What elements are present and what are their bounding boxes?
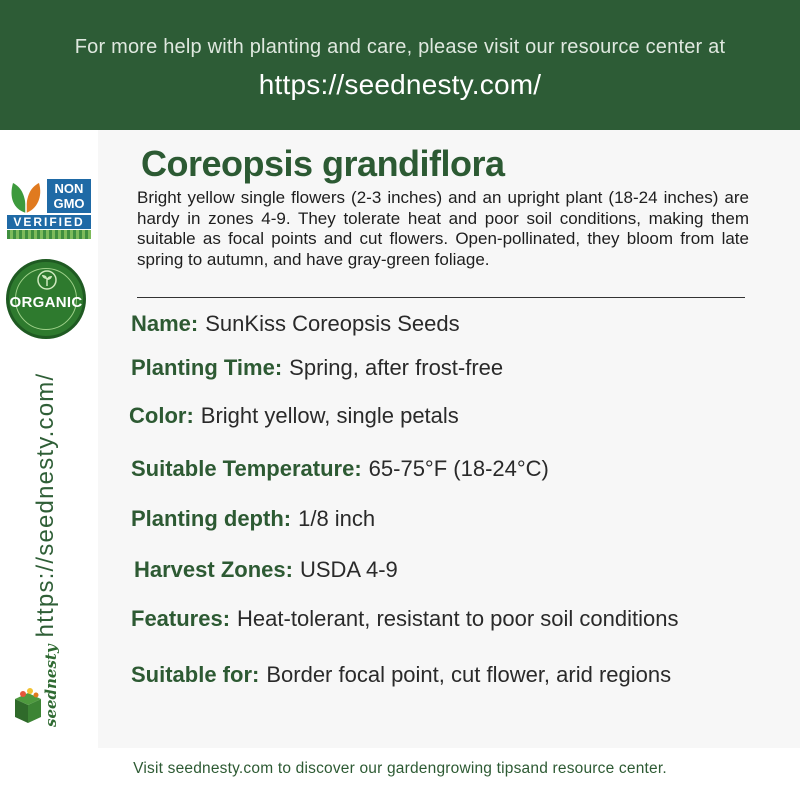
- banner-url-link[interactable]: https://seednesty.com/: [258, 69, 542, 100]
- temperature-value: 65-75°F (18-24°C): [368, 456, 549, 481]
- seednesty-logo: [10, 644, 80, 745]
- product-description: Bright yellow single flowers (2-3 inches) and an upright plant (18-24 inches) are hardy in zones 4-9. They tolerate heat and poor soil conditions, making them suitable as focal points and cut flowers. Open-pollinated, they bloom from late spring to autumn, and have gray-green foliage.: [137, 188, 749, 269]
- suitable-for-value: Border focal point, cut flower, arid regions: [266, 662, 672, 687]
- planting-depth-label: Planting depth:: [131, 506, 292, 531]
- harvest-zones-value: USDA 4-9: [299, 557, 398, 582]
- detail-row-temperature: [131, 456, 549, 482]
- features-label: Features:: [131, 606, 231, 631]
- organic-label: ORGANIC: [9, 294, 83, 311]
- verified-label: VERIFIED: [7, 215, 91, 229]
- detail-row-planting-depth: [131, 506, 375, 532]
- detail-row-name: [131, 311, 460, 337]
- planting-time-value: Spring, after frost-free: [289, 355, 504, 380]
- detail-row-color: [129, 403, 459, 429]
- butterfly-leaf-icon: [7, 179, 45, 215]
- description-divider: [137, 297, 745, 298]
- sprout-icon: [37, 270, 57, 290]
- color-value: Bright yellow, single petals: [200, 403, 459, 428]
- name-value: SunKiss Coreopsis Seeds: [205, 311, 460, 336]
- seed-box-icon: [12, 687, 44, 727]
- organic-badge: [6, 259, 86, 339]
- features-value: Heat-tolerant, resistant to poor soil conditions: [237, 606, 679, 631]
- non-gmo-verified-badge: [7, 177, 91, 241]
- brand-name-script: seednesty: [42, 644, 60, 727]
- vertical-website-url[interactable]: https://seednesty.com/: [32, 372, 59, 638]
- footer-text: Visit seednesty.com to discover our gardengrowing tipsand resource center.: [133, 760, 667, 777]
- temperature-label: Suitable Temperature:: [131, 456, 362, 481]
- banner-help-text: For more help with planting and care, please visit our resource center at: [74, 36, 726, 58]
- planting-depth-value: 1/8 inch: [298, 506, 376, 531]
- detail-row-planting-time: [131, 355, 503, 381]
- detail-row-harvest-zones: [134, 557, 398, 583]
- product-title: Coreopsis grandiflora: [141, 143, 505, 184]
- non-gmo-label: NON GMO: [47, 179, 91, 213]
- top-banner: [0, 0, 800, 130]
- detail-row-suitable-for: [131, 662, 671, 688]
- name-label: Name:: [131, 311, 199, 336]
- color-label: Color:: [129, 403, 194, 428]
- suitable-for-label: Suitable for:: [131, 662, 260, 687]
- planting-time-label: Planting Time:: [131, 355, 283, 380]
- harvest-zones-label: Harvest Zones:: [134, 557, 293, 582]
- detail-row-features: [131, 606, 679, 632]
- grass-decoration: [7, 230, 91, 239]
